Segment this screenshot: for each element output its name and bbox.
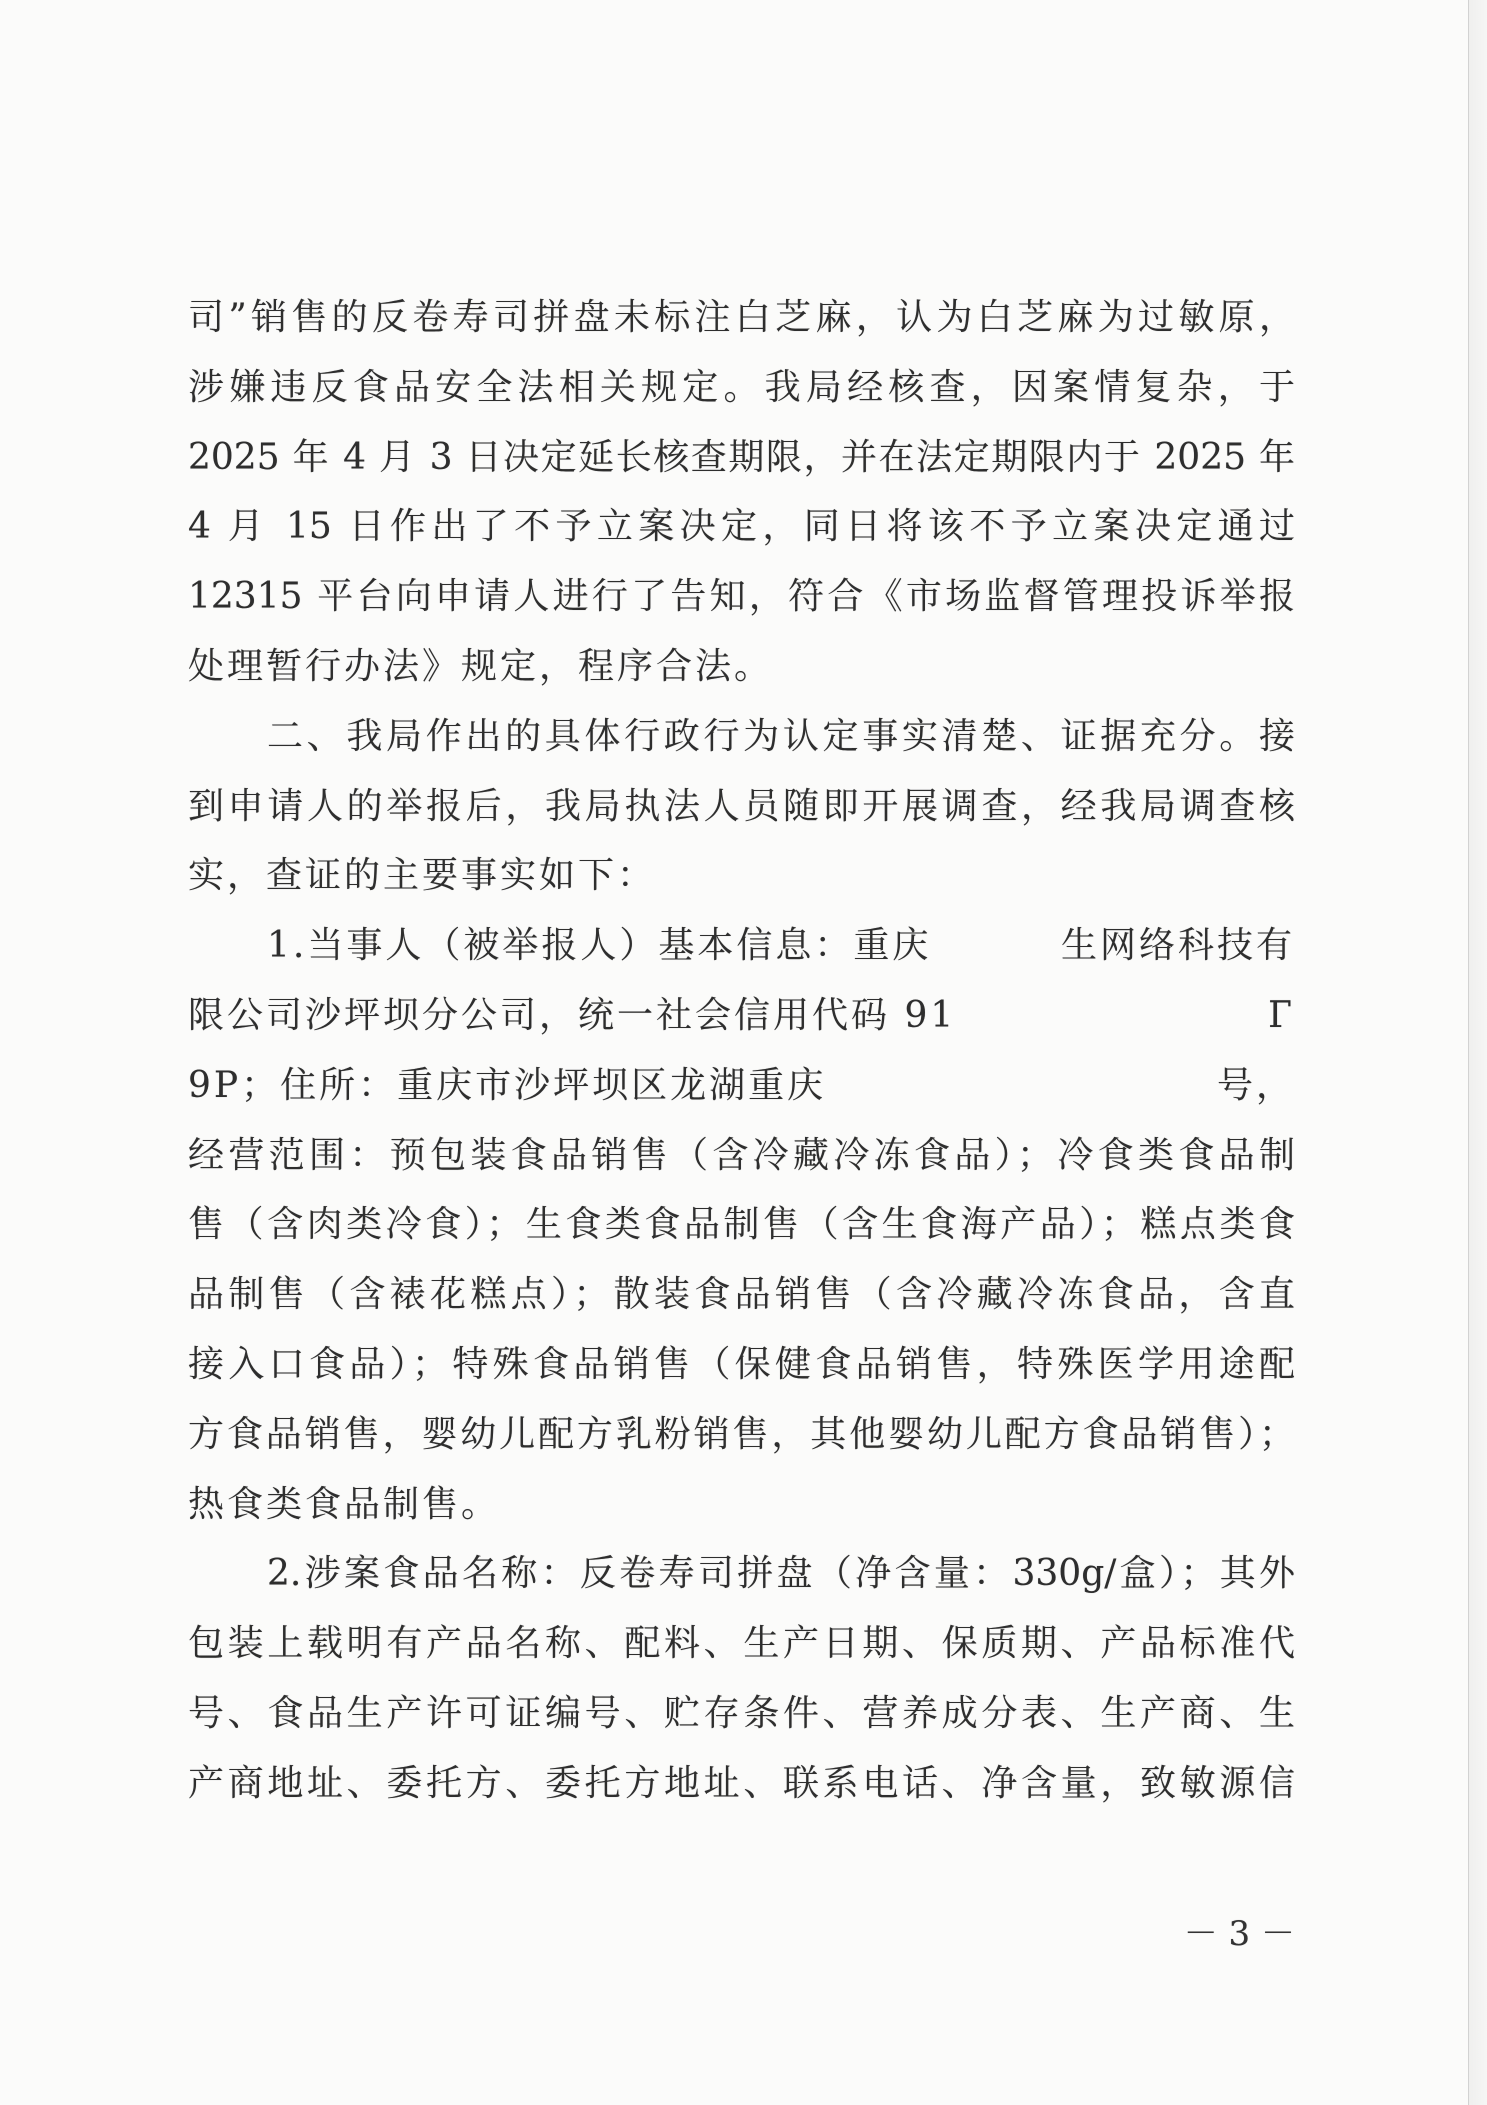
paragraph [188, 1539, 1295, 1818]
text-line: 产商地址、委托方、委托方地址、联系电话、净含量，致敏源信 [188, 1762, 1295, 1804]
text-line: 热食类食品制售。 [188, 1483, 501, 1525]
text-line: 经营范围：预包装食品销售（含冷藏冷冻食品）；冷食类食品制 [188, 1134, 1295, 1176]
text-segment: 限公司沙坪坝分公司，统一社会信用代码 91 [188, 994, 957, 1036]
text-segment: 生网络科技有 [1060, 925, 1295, 967]
text-line: 方食品销售，婴幼儿配方乳粉销售，其他婴幼儿配方食品销售）； [188, 1413, 1295, 1455]
text-segment: 号， [1216, 1064, 1295, 1106]
text-line: 司”销售的反卷寿司拼盘未标注白芝麻，认为白芝麻为过敏原， [188, 297, 1295, 338]
paragraph [188, 911, 1295, 1539]
paragraph [188, 702, 1295, 911]
text-line: 处理暂行办法》规定，程序合法。 [188, 645, 774, 687]
text-line: 2.涉案食品名称：反卷寿司拼盘（净含量：330g/盒）；其外 [267, 1553, 1295, 1595]
page-number: － 3 － [1183, 1914, 1295, 1954]
text-line: 涉嫌违反食品安全法相关规定。我局经核查，因案情复杂，于 [188, 366, 1295, 408]
paragraph [188, 283, 1295, 702]
text-line: 售（含肉类冷食）；生食类食品制售（含生食海产品）；糕点类食 [188, 1204, 1295, 1246]
text-segment: 9P；住所：重庆市沙坪坝区龙湖重庆 [188, 1064, 827, 1106]
text-segment: 1.当事人（被举报人）基本信息：重庆 [267, 925, 932, 967]
redacted-text-line [188, 1051, 1295, 1121]
page-edge-shadow [1468, 0, 1487, 2105]
body-text [188, 283, 1295, 1819]
text-line: 2025 年 4 月 3 日决定延长核查期限，并在法定期限内于 2025 年 [188, 436, 1295, 478]
text-line: 二、我局作出的具体行政行为认定事实清楚、证据充分。接 [267, 715, 1295, 757]
text-line: 号、食品生产许可证编号、贮存条件、营养成分表、生产商、生 [188, 1692, 1295, 1734]
text-segment: Г [1268, 994, 1295, 1036]
text-line: 品制售（含裱花糕点）；散装食品销售（含冷藏冷冻食品，含直 [188, 1274, 1295, 1316]
text-line: 包装上载明有产品名称、配料、生产日期、保质期、产品标准代 [188, 1623, 1295, 1665]
text-line: 接入口食品）；特殊食品销售（保健食品销售，特殊医学用途配 [188, 1343, 1295, 1385]
redacted-text-line [188, 911, 1295, 981]
text-line: 12315 平台向申请人进行了告知，符合《市场监督管理投诉举报 [188, 576, 1295, 618]
text-line: 4 月 15 日作出了不予立案决定，同日将该不予立案决定通过 [188, 506, 1295, 548]
text-line: 到申请人的举报后，我局执法人员随即开展调查，经我局调查核 [188, 785, 1295, 827]
text-line: 实，查证的主要事实如下： [188, 855, 657, 897]
redacted-text-line [188, 981, 1295, 1051]
